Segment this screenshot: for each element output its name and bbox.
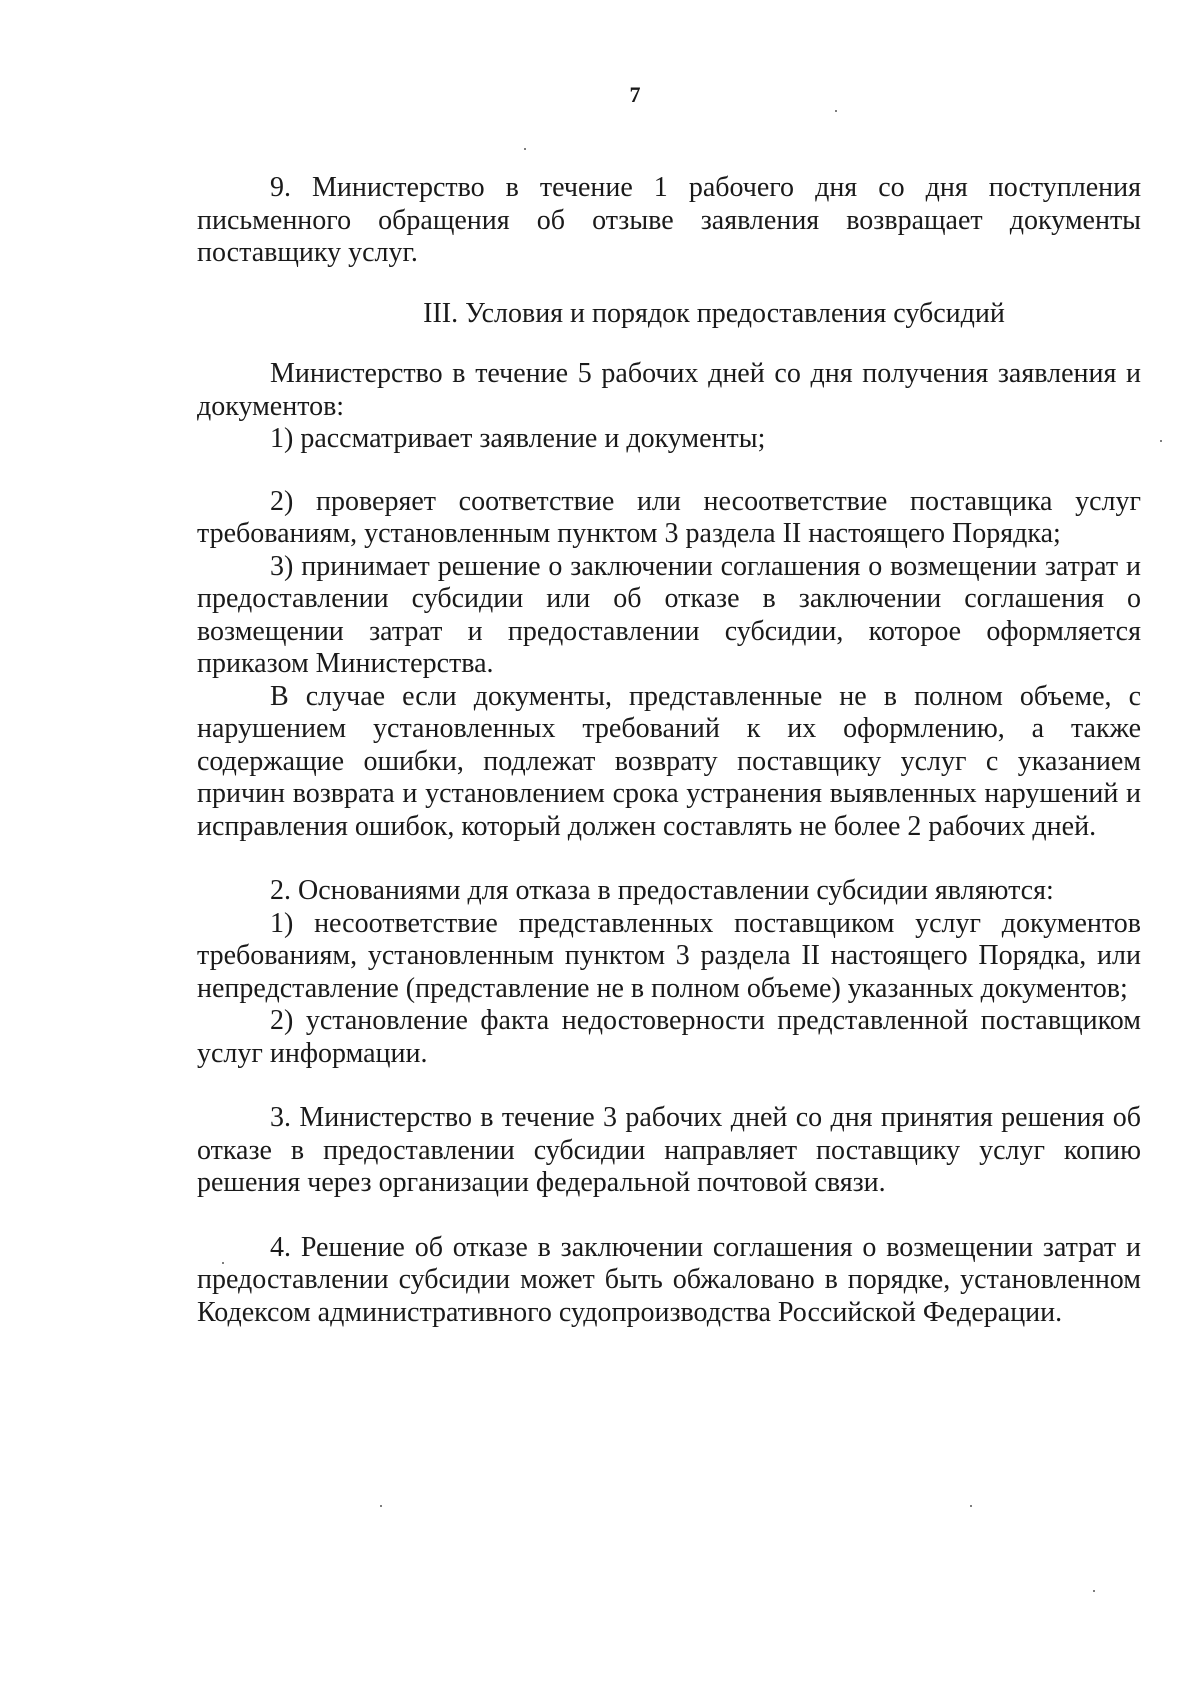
paragraph-4: 4. Решение об отказе в заключении соглашения о возмещении затрат и предоставлении субсидии может быть обжаловано в порядке, установленном Кодексом административного судопроизводства Российской Федерации. bbox=[197, 1231, 1141, 1328]
scan-speck bbox=[835, 110, 837, 112]
scan-speck bbox=[970, 1505, 972, 1507]
document-body bbox=[197, 172, 1141, 1329]
scan-speck bbox=[380, 1505, 382, 1507]
list-item-2: 2) проверяет соответствие или несоответствие поставщика услуг требованиям, установленным пунктом 3 раздела II настоящего Порядка; bbox=[197, 485, 1141, 549]
scan-speck bbox=[1093, 1590, 1095, 1592]
paragraph-case: В случае если документы, представленные не в полном объеме, с нарушением установленных требований к их оформлению, а также содержащие ошибки, подлежат возврату поставщику услуг с указанием причин возврата и установлением срока устранения выявленных нарушений и исправления ошибок, который должен составлять не более 2 рабочих дней. bbox=[197, 680, 1141, 842]
list-item-3: 3) принимает решение о заключении соглашения о возмещении затрат и предоставлении субсидии или об отказе в заключении соглашения о возмещении затрат и предоставлении субсидии, которое оформляется приказом Министерства. bbox=[197, 550, 1141, 679]
paragraph-2: 2. Основаниями для отказа в предоставлении субсидии являются: bbox=[270, 875, 1054, 906]
section-heading: III. Условия и порядок предоставления субсидий bbox=[423, 297, 1005, 329]
scan-speck bbox=[1160, 440, 1162, 442]
paragraph-2-item-2: 2) установление факта недостоверности представленной поставщиком услуг информации. bbox=[197, 1005, 1141, 1069]
scan-speck bbox=[524, 148, 526, 150]
paragraph-2-item-1: 1) несоответствие представленных поставщиком услуг документов требованиям, установленным пунктом 3 раздела II настоящего Порядка, или непредставление (представление не в полном объеме) указанных документов; bbox=[197, 907, 1141, 1004]
paragraph-3: 3. Министерство в течение 3 рабочих дней со дня принятия решения об отказе в предоставлении субсидии направляет поставщику услуг копию решения через организации федеральной почтовой связи. bbox=[197, 1102, 1141, 1198]
scan-speck bbox=[222, 1262, 224, 1264]
list-item-1: 1) рассматривает заявление и документы; bbox=[270, 423, 766, 454]
paragraph-9: 9. Министерство в течение 1 рабочего дня со дня поступления письменного обращения об отзыве заявления возвращает документы поставщику услуг. bbox=[197, 172, 1141, 268]
paragraph-intro: Министерство в течение 5 рабочих дней со дня получения заявления и документов: bbox=[197, 358, 1141, 422]
page-number: 7 bbox=[629, 82, 641, 107]
